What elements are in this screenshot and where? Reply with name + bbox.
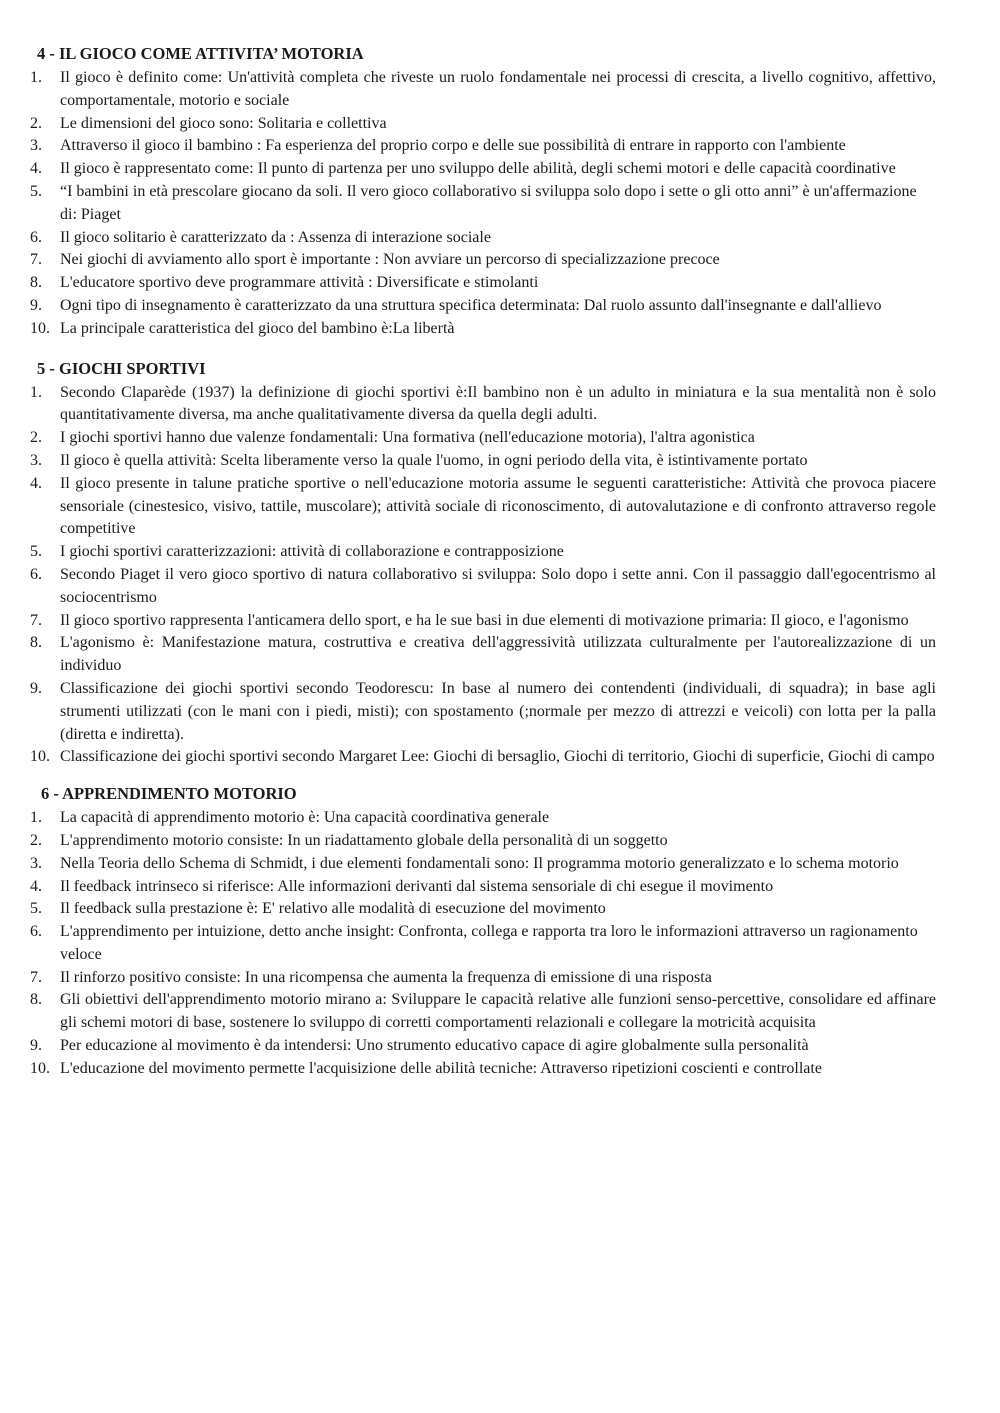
list-item (30, 382, 936, 428)
item-text: Secondo Claparède (1937) la definizione di giochi sportivi è:Il bambino non è un adulto in miniatura e la sua mentalità non è solo quantitativamente diversa, ma anche qualitativamente diversa da quella degli adulti. (60, 383, 936, 424)
item-number: 1. (30, 69, 42, 86)
list-item (30, 295, 936, 318)
item-text: Il gioco presente in talune pratiche sportive o nell'educazione motoria assume le seguenti caratteristiche: Attività che provoca piacere sensoriale (cinestesico, visivo, tattile, muscolare); attività sociale di riconoscimento, di autovalutazione e di confronto attraverso regole competitive (60, 474, 936, 538)
item-text: Nella Teoria dello Schema di Schmidt, i due elementi fondamentali sono: Il programma motorio generalizzato e lo schema motorio (60, 854, 899, 872)
item-number: 1. (30, 383, 42, 401)
item-text: Attraverso il gioco il bambino : Fa esperienza del proprio corpo e delle sue possibilità di entrare in rapporto con l'ambiente (60, 137, 846, 155)
item-text: “I bambini in età prescolare giocano da soli. Il vero gioco collaborativo si sviluppa solo dopo i sette o gli otto anni” è un'affermazione di: Piaget (60, 182, 917, 223)
item-number: 8. (30, 991, 42, 1009)
section-giochi-sportivi (30, 358, 936, 770)
item-number: 2. (30, 429, 42, 447)
list-item (30, 450, 936, 473)
item-text: Classificazione dei giochi sportivi secondo Margaret Lee: Giochi di bersaglio, Giochi di territorio, Giochi di superficie, Giochi di campo (60, 748, 935, 766)
list-item (30, 135, 936, 158)
item-number: 10. (30, 748, 50, 766)
list-item (30, 427, 936, 450)
list-item (30, 158, 936, 181)
list-item (30, 853, 936, 876)
list-item (30, 249, 936, 272)
item-number: 6. (30, 923, 42, 941)
item-text: I giochi sportivi caratterizzazioni: attività di collaborazione e contrapposizione (60, 543, 564, 561)
item-number: 5. (30, 182, 42, 200)
item-number: 4. (30, 474, 42, 492)
item-number: 5. (30, 900, 42, 918)
item-text: Gli obiettivi dell'apprendimento motorio mirano a: Sviluppare le capacità relative alle funzioni senso-percettive, consolidare ed affinare gli schemi motori di base, sostenere lo sviluppo di corretti comportamenti relazionali e collegare la motricità acquisita (60, 991, 936, 1032)
item-number: 7. (30, 611, 42, 629)
item-text: L'apprendimento motorio consiste: In un riadattamento globale della personalità di un soggetto (60, 831, 668, 849)
item-text: Secondo Piaget il vero gioco sportivo di natura collaborativo si sviluppa: Solo dopo i sette anni. Con il passaggio dall'egocentrismo al sociocentrismo (60, 565, 936, 606)
list-item (30, 989, 936, 1035)
item-number: 2. (30, 114, 42, 132)
list-item (30, 807, 936, 830)
item-text: L'educazione del movimento permette l'acquisizione delle abilità tecniche: Attraverso ripetizioni coscienti e controllate (60, 1059, 822, 1077)
numbered-list (30, 67, 936, 341)
list-item (30, 967, 936, 990)
list-item (30, 318, 936, 341)
section-apprendimento-motorio (30, 783, 936, 1081)
section-gioco-attivita-motoria (30, 43, 936, 341)
list-item (30, 746, 936, 769)
list-item (30, 632, 936, 678)
item-number: 9. (30, 679, 42, 697)
item-text: Il gioco è quella attività: Scelta liberamente verso la quale l'uomo, in ogni periodo della vita, è istintivamente portato (60, 451, 808, 469)
list-item (30, 1035, 936, 1058)
item-number: 2. (30, 831, 42, 849)
list-item (30, 564, 936, 610)
section-title: 5 - GIOCHI SPORTIVI (37, 358, 206, 378)
item-text: L'agonismo è: Manifestazione matura, costruttiva e creativa dell'aggressività utilizzata culturalmente per l'autorealizzazione di un individuo (60, 634, 936, 675)
item-text: Il gioco solitario è caratterizzato da : Assenza di interazione sociale (60, 228, 491, 246)
item-number: 4. (30, 877, 42, 895)
item-text: Il gioco è rappresentato come: Il punto di partenza per uno sviluppo delle abilità, degli schemi motori e delle capacità coordinative (60, 160, 896, 178)
list-item (30, 473, 936, 541)
item-text: L'apprendimento per intuizione, detto anche insight: Confronta, collega e rapporta tra loro le informazioni attraverso un ragionamento veloce (60, 923, 918, 963)
item-number: 10. (30, 1059, 50, 1077)
item-number: 1. (30, 809, 42, 827)
item-number: 5. (30, 543, 42, 561)
item-number: 3. (30, 451, 42, 469)
item-number: 6. (30, 565, 42, 583)
list-item (30, 541, 936, 564)
list-item (30, 898, 936, 921)
section-spacer (30, 769, 936, 783)
document-page (30, 43, 936, 1081)
item-text: Ogni tipo di insegnamento è caratterizzato da una struttura specifica determinata: Dal ruolo assunto dall'insegnante e dall'allievo (60, 296, 882, 314)
item-number: 3. (30, 854, 42, 872)
item-text: L'educatore sportivo deve programmare attività : Diversificate e stimolanti (60, 274, 539, 292)
item-text: Per educazione al movimento è da intendersi: Uno strumento educativo capace di agire globalmente sulla personalità (60, 1037, 809, 1055)
item-number: 7. (30, 251, 42, 269)
item-text: La capacità di apprendimento motorio è: Una capacità coordinativa generale (60, 809, 550, 827)
list-item (30, 272, 936, 295)
list-item (30, 67, 936, 113)
list-item (30, 830, 936, 853)
item-number: 9. (30, 296, 42, 314)
item-text: I giochi sportivi hanno due valenze fondamentali: Una formativa (nell'educazione motoria), l'altra agonistica (60, 429, 755, 447)
item-text: La principale caratteristica del gioco del bambino è:La libertà (60, 319, 455, 337)
item-number: 7. (30, 968, 42, 986)
list-item (30, 113, 936, 136)
item-number: 6. (30, 228, 42, 246)
section-title: 4 - IL GIOCO COME ATTIVITA’ MOTORIA (37, 44, 364, 63)
item-text: Nei giochi di avviamento allo sport è importante : Non avviare un percorso di specializzazione precoce (60, 251, 720, 269)
list-item (30, 227, 936, 250)
section-spacer (30, 341, 936, 358)
list-item (30, 610, 936, 633)
item-text: Il gioco è definito come: Un'attività completa che riveste un ruolo fondamentale nei processi di crescita, a livello cognitivo, affettivo, comportamentale, motorio e sociale (60, 69, 936, 109)
list-item (30, 181, 936, 227)
list-item (30, 921, 936, 967)
item-number: 10. (30, 319, 50, 337)
item-text: Il rinforzo positivo consiste: In una ricompensa che aumenta la frequenza di emissione di una risposta (60, 968, 712, 986)
section-title: 6 - APPRENDIMENTO MOTORIO (41, 784, 297, 804)
list-item (30, 1058, 936, 1081)
item-text: Il feedback sulla prestazione è: E' relativo alle modalità di esecuzione del movimento (60, 900, 606, 918)
item-number: 9. (30, 1037, 42, 1055)
numbered-list (30, 382, 936, 770)
item-number: 3. (30, 137, 42, 155)
numbered-list (30, 807, 936, 1081)
item-text: Il feedback intrinseco si riferisce: Alle informazioni derivanti dal sistema sensoriale di chi esegue il movimento (60, 877, 774, 895)
item-text: Le dimensioni del gioco sono: Solitaria e collettiva (60, 114, 387, 132)
item-number: 8. (30, 634, 42, 652)
item-number: 4. (30, 160, 42, 178)
item-text: Classificazione dei giochi sportivi secondo Teodorescu: In base al numero dei contendenti (individuali, di squadra); in base agli strumenti utilizzati (con le mani con i piedi, misti); con spostamento (;normale per mezzo di attrezzi e veicoli) con lotta per la palla (diretta e indiretta). (60, 679, 936, 743)
item-number: 8. (30, 274, 42, 292)
item-text: Il gioco sportivo rappresenta l'anticamera dello sport, e ha le sue basi in due elementi di motivazione primaria: Il gioco, e l'agonismo (60, 611, 909, 629)
list-item (30, 678, 936, 746)
list-item (30, 876, 936, 899)
